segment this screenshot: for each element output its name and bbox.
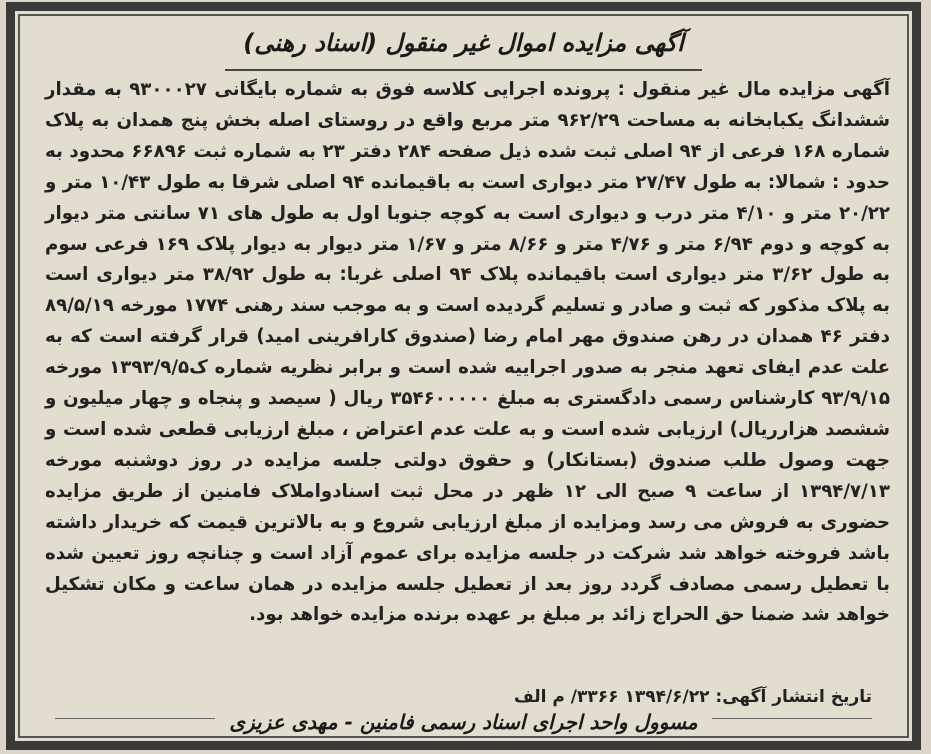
footer (15, 703, 912, 741)
signature-line: مسوول واحد اجرای اسناد رسمی فامنین - مهدی عزیزی (215, 708, 711, 736)
notice-title: آگهی مزایده اموال غیر منقول (اسناد رهنی) (225, 25, 702, 71)
notice-frame (6, 2, 921, 750)
title-bar (15, 25, 912, 71)
notice-body: آگهی مزایده مال غیر منقول : پرونده اجرایی کلاسه فوق به شماره بایگانی ۹۳۰۰۰۲۷ به مقدار ششدانگ یکبابخانه به مساحت ۹۶۲/۲۹ متر مربع واقع در روستای اصله بخش پنج همدان به پلاک شماره ۱۶۸ فرعی از ۹۴ اصلی ثبت شده ذیل صفحه ۲۸۴ دفتر ۲۳ به شماره ثبت ۶۶۸۹۶ محدود به حدود : شمالا: به طول ۲۷/۴۷ متر دیواری است به باقیمانده ۹۴ اصلی شرقا به طول ۱۰/۴۳ متر و ۲۰/۲۲ متر و ۴/۱۰ متر درب و دیواری است به کوچه جنوبا اول به طول های ۷۱ سانتی متر دیوار به کوچه و دوم ۶/۹۴ متر و ۴/۷۶ متر و ۸/۶۶ متر و ۱/۶۷ متر دیوار به دیوار پلاک ۱۶۹ فرعی سوم به طول ۳/۶۲ متر دیواری است باقیمانده پلاک ۹۴ اصلی غربا: به طول ۳۸/۹۲ متر دیواری است به پلاک مذکور که ثبت و صادر و تسلیم گردیده است و به موجب سند رهنی ۱۷۷۴ مورخه ۸۹/۵/۱۹ دفتر ۴۶ همدان در رهن صندوق مهر امام رضا (صندوق کارافرینی امید) قرار گرفته است که به علت عدم ایفای تعهد منجر به صدور اجراییه شده است و برابر نظریه شماره ک۱۳۹۳/۹/۵ مورخه ۹۳/۹/۱۵ کارشناس رسمی دادگستری به مبلغ ۳۵۴۶۰۰۰۰۰ ریال ( سیصد و پنجاه و چهار میلیون و ششصد هزارریال) ارزیابی شده است و به علت عدم اعتراض ، مبلغ ارزیابی قطعی شده است و جهت وصول طلب صندوق (بستانکار) و حقوق دولتی جلسه مزایده در روز دوشنبه مورخه ۱۳۹۴/۷/۱۳ از ساعت ۹ صبح الی ۱۲ ظهر در محل ثبت اسنادواملاک فامنین از طریق مزایده حضوری به فروش می رسد ومزایده از مبلغ ارزیابی شروع و به بالاترین قیمت که خریدار داشته باشد فروخته خواهد شد شرکت در جلسه مزایده برای عموم آزاد است و چنانچه روز تعیین شده با تعطیل رسمی مصادف گردد روز بعد از تعطیل جلسه مزایده در همان ساعت و مکان تشکیل خواهد شد ضمنا حق الحراج زائد بر مبلغ بر عهده برنده مزایده خواهد بود. (45, 79, 891, 626)
publish-date: تاریخ انتشار آگهی: ۱۳۹۴/۶/۲۲ ۳۳۶۶/ م الف (514, 687, 872, 707)
